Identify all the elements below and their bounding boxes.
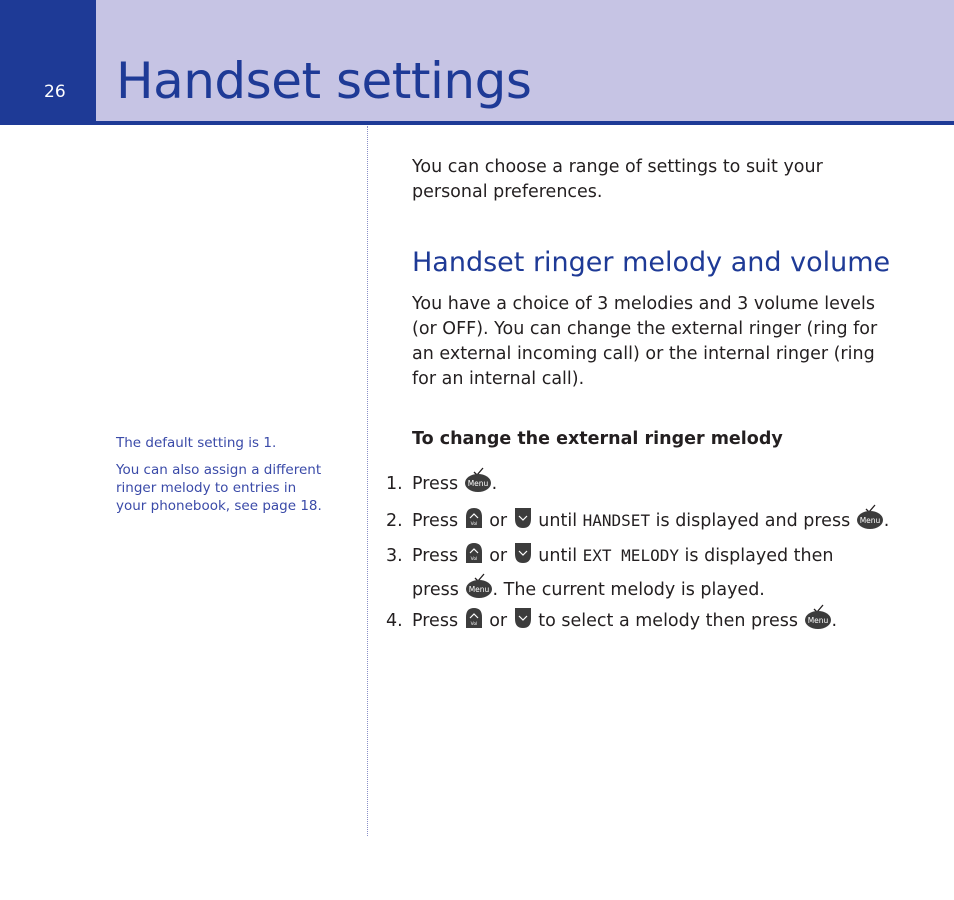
step-text: . <box>831 611 838 631</box>
step-text: press <box>412 580 459 600</box>
svg-text:Menu: Menu <box>807 616 828 625</box>
step-text: . <box>883 511 890 531</box>
step-text: until <box>538 546 578 566</box>
volume-down-key-icon <box>513 541 533 573</box>
svg-text:Menu: Menu <box>467 479 488 488</box>
step-number: 3. <box>386 546 403 566</box>
step-text: until <box>538 511 578 531</box>
svg-text:Menu: Menu <box>859 516 881 525</box>
step-number: 4. <box>386 611 403 631</box>
volume-up-key-icon <box>464 506 484 538</box>
step-text: Press <box>412 546 459 566</box>
section-title: Handset ringer melody and volume <box>412 247 891 278</box>
menu-key-icon <box>464 467 492 501</box>
section-body: You have a choice of 3 melodies and 3 volume levels (or OFF). You can change the external ringer (ring for an external incoming call) or the internal ringer (ring for an internal call). <box>412 294 878 389</box>
step-text: is displayed and press <box>655 511 851 531</box>
page-number-block <box>0 0 96 121</box>
step-1 <box>386 467 896 501</box>
svg-text:Vol: Vol <box>470 557 478 562</box>
page-number: 26 <box>44 82 66 102</box>
page-title: Handset settings <box>116 52 532 110</box>
step-text: . <box>491 474 498 494</box>
step-3 <box>386 541 896 607</box>
menu-key-icon <box>856 504 884 538</box>
step-text: Press <box>412 611 459 631</box>
menu-key-icon <box>465 573 493 607</box>
step-number: 1. <box>386 474 403 494</box>
step-text: or <box>489 511 508 531</box>
volume-down-key-icon <box>513 506 533 538</box>
sidebar-note-phonebook: You can also assign a different ringer melody to entries in your phonebook, see page 18. <box>116 462 322 514</box>
volume-up-key-icon <box>464 541 484 573</box>
header-rule <box>0 121 954 125</box>
step-text: to select a melody then press <box>538 611 798 631</box>
svg-text:Vol: Vol <box>470 522 478 527</box>
menu-key-icon <box>804 604 832 638</box>
intro-paragraph: You can choose a range of settings to suit your personal preferences. <box>412 157 823 202</box>
column-divider <box>367 126 368 836</box>
step-text: is displayed then <box>684 546 834 566</box>
sidebar-note-default: The default setting is 1. <box>116 435 277 451</box>
step-4 <box>386 604 896 638</box>
display-text-handset: HANDSET <box>582 511 651 530</box>
svg-text:Vol: Vol <box>470 622 478 627</box>
step-text: Press <box>412 474 459 494</box>
step-text: or <box>489 611 508 631</box>
step-number: 2. <box>386 511 403 531</box>
step-text: Press <box>412 511 459 531</box>
procedure-title: To change the external ringer melody <box>412 429 783 449</box>
step-text: . The current melody is played. <box>492 580 765 600</box>
volume-up-key-icon <box>464 606 484 638</box>
step-2 <box>386 504 896 538</box>
volume-down-key-icon <box>513 606 533 638</box>
display-text-ext-melody: EXT MELODY <box>582 546 679 565</box>
svg-text:Menu: Menu <box>468 585 489 594</box>
step-text: or <box>489 546 508 566</box>
